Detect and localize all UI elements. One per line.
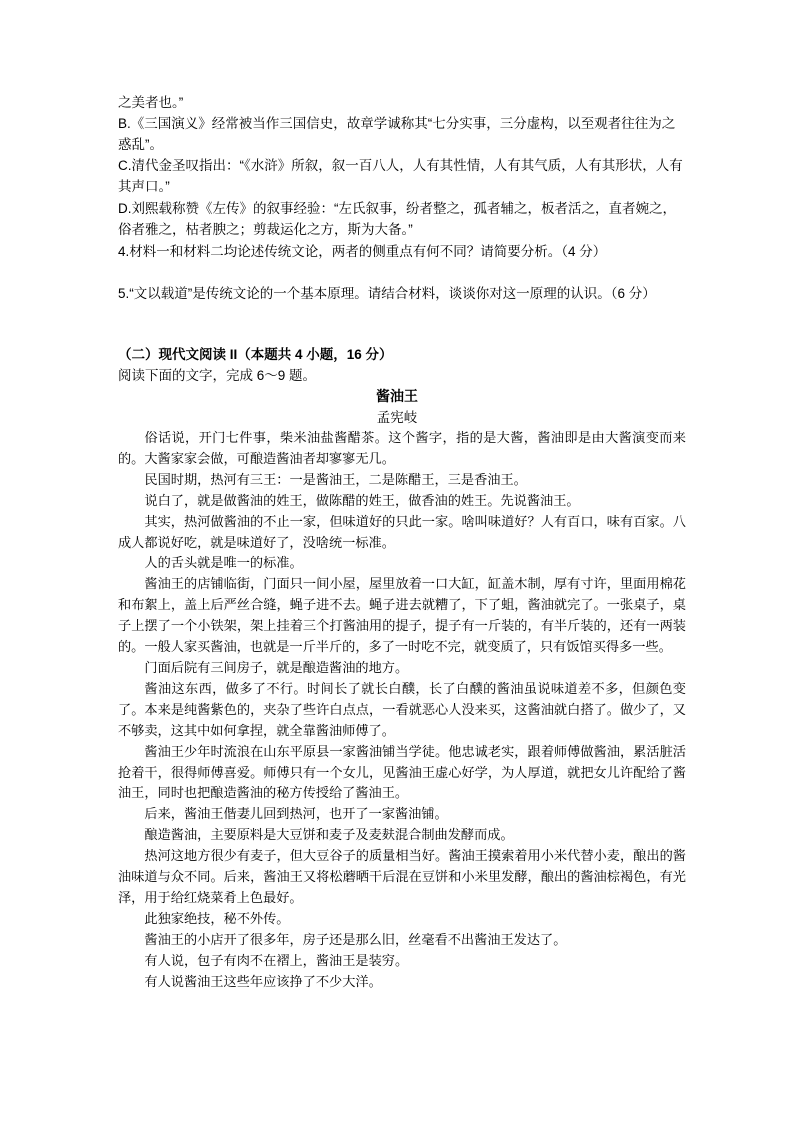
story-title: 酱油王 — [376, 389, 418, 405]
story-paragraph: 有人说，包子有肉不在褶上，酱油王是装穷。 — [144, 953, 409, 969]
story-paragraph: 酿造酱油，主要原料是大豆饼和麦子及麦麸混合制曲发酵而成。 — [144, 828, 514, 844]
story-paragraph: 俗话说，开门七件事，柴米油盐酱醋茶。这个酱字，指的是大酱，酱油即是由大酱演变而来的。大酱家家会做，可酿造酱油者却寥寥无几。 — [118, 431, 686, 467]
story-paragraph: 有人说酱油王这些年应该挣了不少大洋。 — [144, 974, 382, 990]
story-paragraph: 门面后院有三间房子，就是酿造酱油的地方。 — [144, 660, 409, 676]
story-paragraph: 酱油王的店铺临街，门面只一间小屋，屋里放着一口大缸，缸盖木制，厚有寸许，里面用棉花和布絮上，盖上后严丝合缝，蝇子进不去。蝇子进去就糟了，下了蛆，酱油就完了。一张桌子，桌子上摆了一个小铁架，架上挂着三个打酱油用的提子，提子有一斤装的，有半斤装的，还有一两装的。一般人家买酱油，也就是一斤半斤的，多了一时吃不完，就变质了，只有饭馆买得多一些。 — [118, 577, 686, 656]
option-a-tail: 之美者也。” — [118, 95, 184, 110]
story-paragraph: 人的舌头就是唯一的标准。 — [144, 556, 303, 572]
section-heading: （二）现代文阅读 II（本题共 4 小题，16 分） — [118, 347, 393, 362]
story-paragraph: 民国时期，热河有三王：一是酱油王，二是陈醋王，三是香油王。 — [144, 472, 527, 488]
section-instruction: 阅读下面的文字，完成 6～9 题。 — [118, 368, 317, 383]
story-paragraph: 其实，热河做酱油的不止一家，但味道好的只此一家。啥叫味道好？人有百口，味有百家。八成人都说好吃，就是味道好了，没啥统一标准。 — [118, 514, 686, 551]
story-paragraph: 后来，酱油王偕妻儿回到热河，也开了一家酱油铺。 — [144, 807, 448, 823]
question-4: 4.材料一和材料二均论述传统文论，两者的侧重点有何不同？请简要分析。（4 分） — [118, 244, 607, 259]
story-author: 孟宪岐 — [376, 410, 418, 426]
story-paragraph: 酱油王少年时流浪在山东平原县一家酱油铺当学徒。他忠诚老实，跟着师傅做酱油，累活脏活抢着干，很得师傅喜爱。师傅只有一个女儿，见酱油王虚心好学，为人厚道，就把女儿许配给了酱油王，同时也把酿造酱油的秘方传授给了酱油王。 — [118, 744, 686, 802]
question-5: 5.“文以载道”是传统文论的一个基本原理。请结合材料，谈谈你对这一原理的认识。（6 分） — [118, 286, 656, 301]
option-b: B.《三国演义》经常被当作三国信史，故章学诚称其“七分实事，三分虚构，以至观者往往为之惑乱”。 — [118, 116, 676, 152]
story-paragraph: 酱油这东西，做多了不行。时间长了就长白醭，长了白醭的酱油虽说味道差不多，但颜色变了。本来是纯酱紫色的，夹杂了些许白点点，一看就恶心人没来买，这酱油就白搭了。做少了，又不够卖，这其中如何拿捏，就全靠酱油师傅了。 — [118, 681, 686, 739]
option-d: D.刘熙载称赞《左传》的叙事经验：“左氏叙事，纷者整之，孤者辅之，板者活之，直者婉之，俗者雅之，枯者腴之；剪裁运化之方，斯为大备。” — [118, 201, 676, 237]
story-paragraph: 酱油王的小店开了很多年，房子还是那么旧，丝毫看不出酱油王发达了。 — [144, 932, 567, 948]
option-c: C.清代金圣叹指出：“《水浒》所叙，叙一百八人，人有其性情，人有其气质，人有其形状，人有其声口。” — [118, 158, 683, 194]
story-body — [118, 429, 686, 993]
story-paragraph: 此独家绝技，秘不外传。 — [144, 911, 290, 927]
story-paragraph: 热河这地方很少有麦子，但大豆谷子的质量相当好。酱油王摸索着用小米代替小麦，酿出的酱油味道与众不同。后来，酱油王又将松蘑晒干后混在豆饼和小米里发酵，酿出的酱油棕褐色，有光泽，用于给红烧菜肴上色最好。 — [118, 849, 686, 906]
story-paragraph: 说白了，就是做酱油的姓王，做陈醋的姓王，做香油的姓王。先说酱油王。 — [144, 493, 580, 509]
